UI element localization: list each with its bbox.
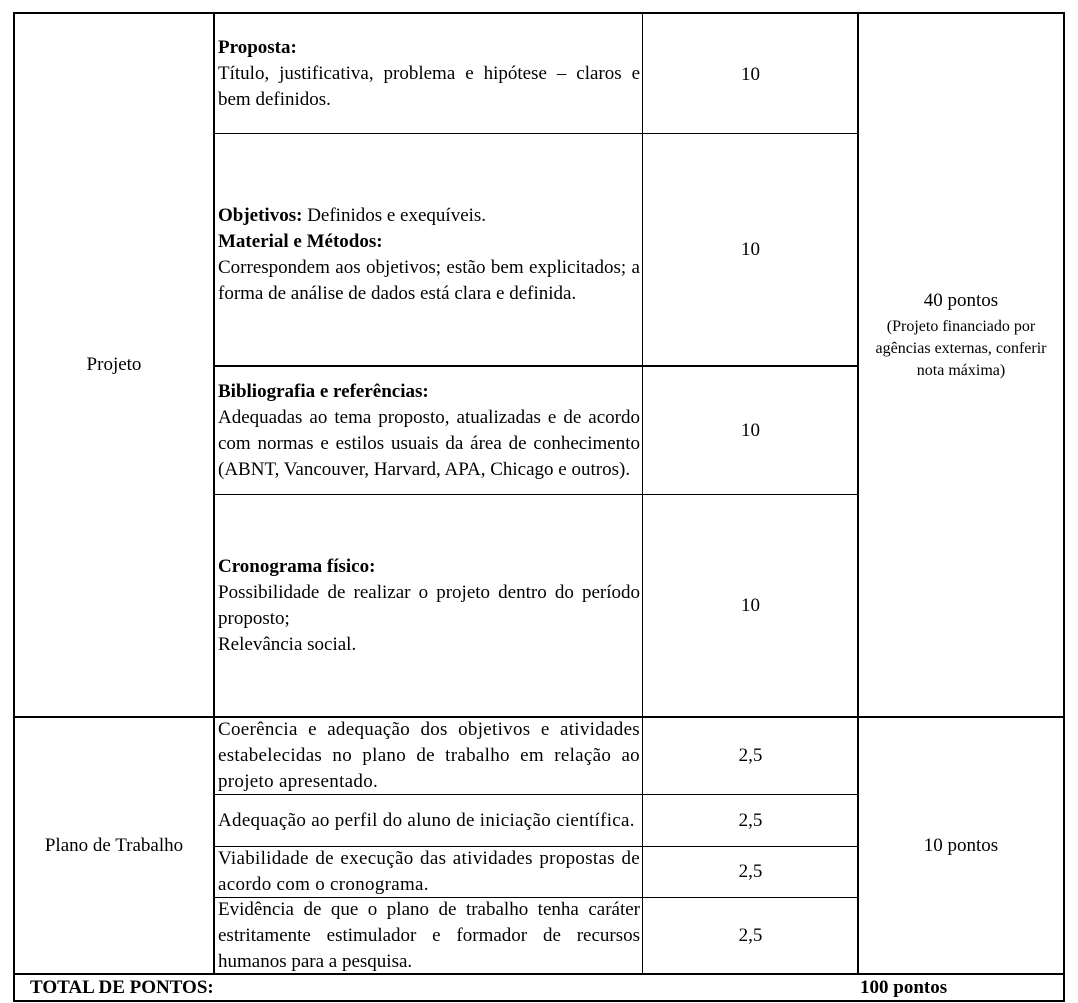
score-value: 10 <box>741 64 760 85</box>
criterion-description: Viabilidade de execução das atividades propostas de acordo com o cronograma. <box>218 848 640 895</box>
criterion-subtitle: Material e Métodos: <box>218 230 383 252</box>
category-projeto <box>15 14 213 716</box>
criterion-description: Relevância social. <box>218 633 357 655</box>
score-cell <box>644 14 857 133</box>
criterion-description: Evidência de que o plano de trabalho tenha caráter estritamente estimulador e formador de recursos humanos para a pesquisa. <box>218 898 640 972</box>
total-label <box>30 975 530 1000</box>
criterion-bibliografia <box>218 367 640 494</box>
score-cell <box>644 495 857 716</box>
score-value: 2,5 <box>738 809 763 831</box>
score-value: 10 <box>741 419 760 441</box>
col-divider-1 <box>213 12 215 974</box>
section-total-projeto <box>859 14 1063 716</box>
criterion-description: Título, justificativa, problema e hipótese – claros e bem definidos. <box>218 62 640 110</box>
criterion-proposta <box>218 14 640 133</box>
score-value: 10 <box>741 594 760 616</box>
total-value-text: 100 pontos <box>860 977 948 998</box>
total-value <box>860 975 1060 1000</box>
criterion-description: Coerência e adequação dos objetivos e atividades estabelecidas no plano de trabalho em relação ao projeto apresentado. <box>218 719 640 792</box>
criterion-title: Proposta: <box>218 36 297 58</box>
score-value: 2,5 <box>738 861 763 882</box>
category-label: Plano de Trabalho <box>44 834 184 856</box>
score-cell <box>644 847 857 897</box>
criterion-plano-3 <box>218 847 640 897</box>
criterion-title-suffix: Definidos e exequíveis. <box>302 204 487 226</box>
category-label: Projeto <box>86 354 142 375</box>
criterion-description: Possibilidade de realizar o projeto dentro do período proposto; <box>218 581 640 629</box>
criterion-description: Correspondem aos objetivos; estão bem explicitados; a forma de análise de dados está clara e definida. <box>218 256 640 304</box>
section-total-note: (Projeto financiado por agências externas, conferir nota máxima) <box>875 318 1047 379</box>
criterion-plano-1 <box>218 718 640 794</box>
section-total-points: 40 pontos <box>923 290 999 311</box>
score-value: 2,5 <box>738 924 763 946</box>
criterion-title: Objetivos: <box>218 204 303 226</box>
criterion-objetivos <box>218 134 640 365</box>
category-plano <box>15 718 213 973</box>
table-border-bottom <box>13 1000 1065 1002</box>
score-cell <box>644 718 857 794</box>
criterion-title: Bibliografia e referências: <box>218 380 429 402</box>
criterion-title: Cronograma físico: <box>218 555 376 577</box>
criterion-plano-2 <box>218 795 640 846</box>
criterion-plano-4 <box>218 898 640 973</box>
total-label-text: TOTAL DE PONTOS: <box>30 977 214 998</box>
score-cell <box>644 898 857 973</box>
criterion-cronograma <box>218 495 640 716</box>
score-cell <box>644 134 857 365</box>
score-value: 2,5 <box>738 745 763 766</box>
col-divider-2 <box>642 12 643 974</box>
score-value: 10 <box>741 238 760 260</box>
criterion-description: Adequadas ao tema proposto, atualizadas e de acordo com normas e estilos usuais da área de conhecimento (ABNT, Vancouver, Harvard, APA, Chicago e outros). <box>218 406 640 480</box>
section-total-plano <box>859 718 1063 973</box>
criterion-description: Adequação ao perfil do aluno de iniciação científica. <box>218 809 635 831</box>
score-cell <box>644 367 857 494</box>
section-total-points: 10 pontos <box>923 834 999 856</box>
score-cell <box>644 795 857 846</box>
table-border-right <box>1063 12 1065 1002</box>
